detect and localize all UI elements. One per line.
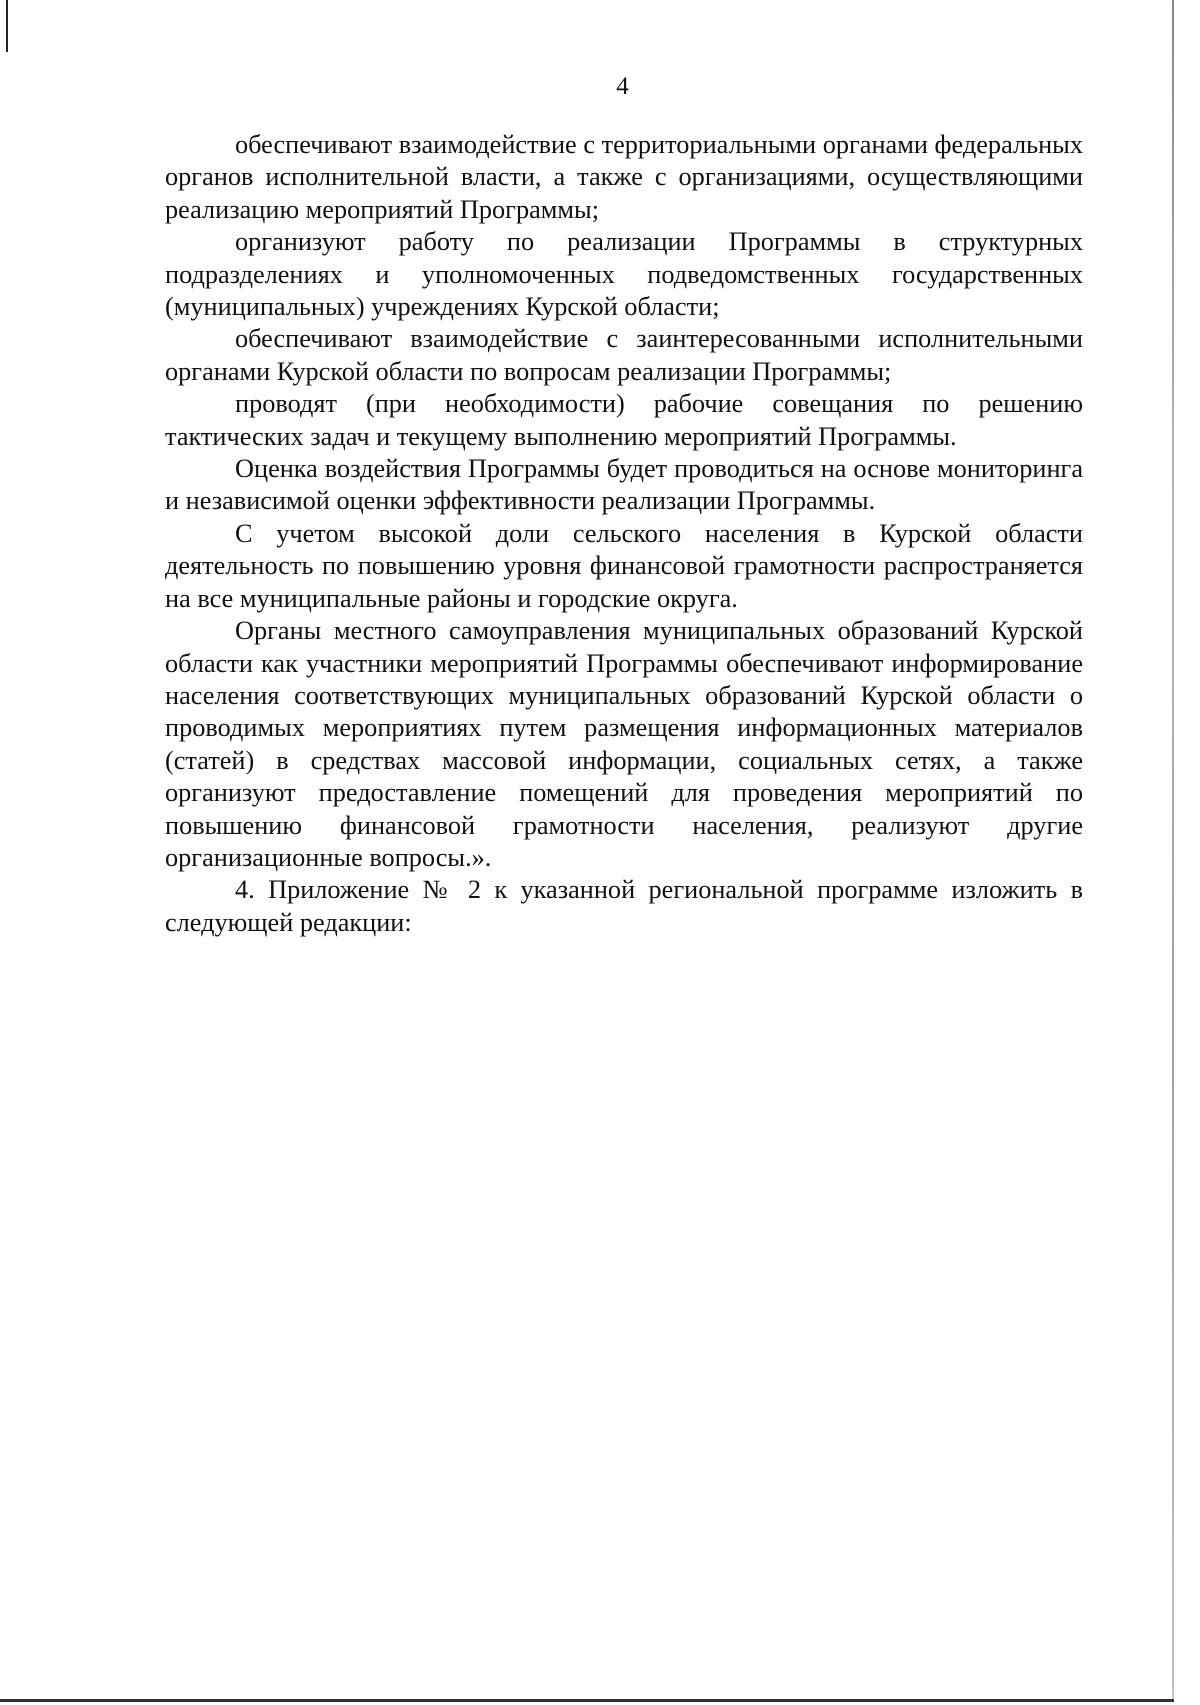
scan-edge-right (1172, 0, 1174, 1702)
scan-edge-bottom (0, 1699, 1174, 1702)
paragraph-cooperation-executive: обеспечивают взаимодействие с заинтересованными исполнительными органами Курской области по вопросам реализации Программы; (165, 324, 1083, 386)
scan-edge-left (6, 0, 8, 52)
document-body (165, 129, 1083, 939)
paragraph-impact-assessment: Оценка воздействия Программы будет проводиться на основе мониторинга и независимой оценки эффективности реализации Программы. (165, 454, 1083, 516)
page-number: 4 (616, 73, 629, 100)
paragraph-appendix-2: 4. Приложение № 2 к указанной региональной программе изложить в следующей редакции: (165, 875, 1083, 937)
paragraph-organize-work: организуют работу по реализации Программы в структурных подразделениях и уполномоченных подведомственных государственных (муниципальных) учреждениях Курской области; (165, 227, 1083, 322)
paragraph-meetings: проводят (при необходимости) рабочие совещания по решению тактических задач и текущему выполнению мероприятий Программы. (165, 389, 1083, 451)
paragraph-rural-population: С учетом высокой доли сельского населения в Курской области деятельность по повышению уровня финансовой грамотности распространяется на все муниципальные районы и городские округа. (165, 518, 1083, 613)
paragraph-local-government: Органы местного самоуправления муниципальных образований Курской области как участники мероприятий Программы обеспечивают информирование населения соответствующих муниципальных образований Курской области о проводимых мероприятиях путем размещения информационных материалов (статей) в средствах массовой информации, социальных сетях, а также организуют предоставление помещений для проведения мероприятий по повышению финансовой грамотности населения, реализуют другие организационные вопросы.». (165, 616, 1083, 872)
paragraph-cooperation-federal: обеспечивают взаимодействие с территориальными органами федеральных органов исполнительной власти, а также с организациями, осуществляющими реализацию мероприятий Программы; (165, 130, 1083, 224)
